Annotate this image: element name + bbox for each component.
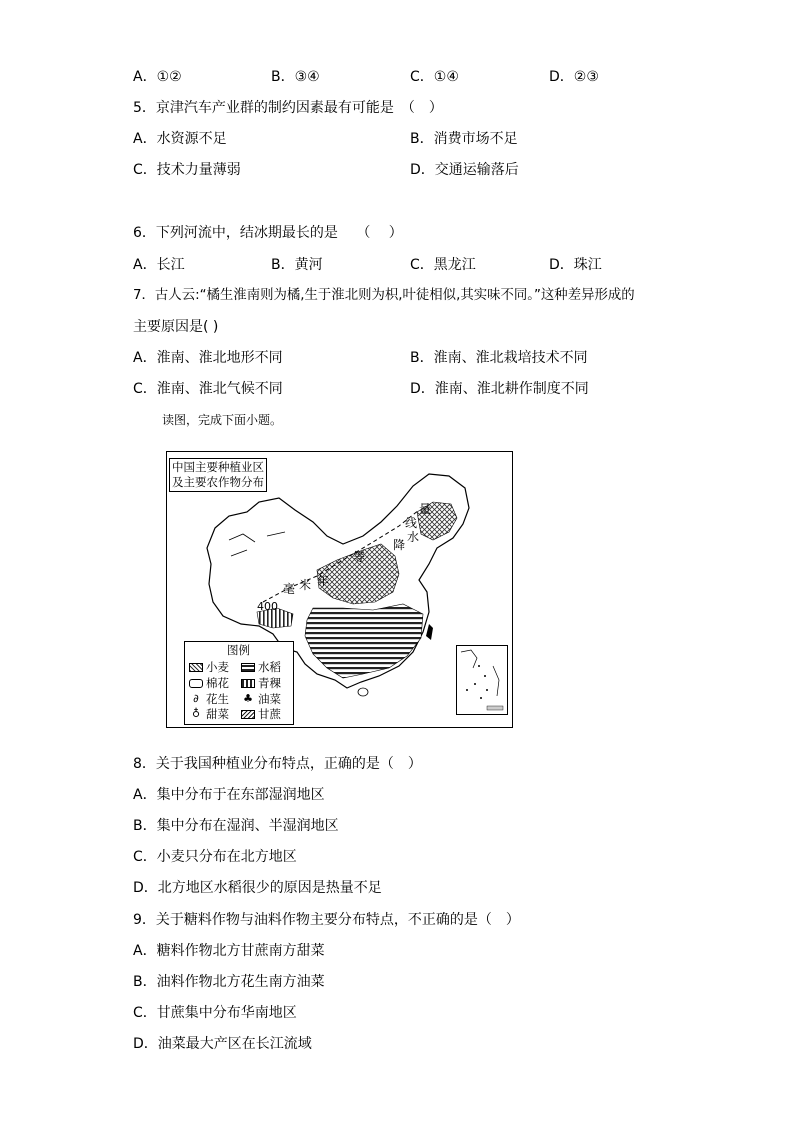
q8-option-a: A．集中分布于在东部湿润地区	[133, 787, 325, 803]
q9-option-b: B．油料作物北方花生南方油菜	[133, 974, 325, 990]
q5-stem: 5．京津汽车产业群的制约因素最有可能是 （ ）	[133, 100, 443, 116]
q5-option-a: A．水资源不足	[133, 131, 227, 147]
legend-item-cotton	[189, 676, 229, 690]
wheat-icon	[189, 663, 203, 672]
q8-option-c: C．小麦只分布在北方地区	[133, 849, 297, 865]
q9-option-a: A．糖料作物北方甘蔗南方甜菜	[133, 943, 325, 959]
q9-stem: 9．关于糖料作物与油料作物主要分布特点，不正确的是（ ）	[133, 912, 520, 928]
q6-stem: 6．下列河流中，结冰期最长的是 （ ）	[133, 225, 403, 241]
isohyet-char: 水	[407, 530, 420, 544]
isohyet-char: 降	[393, 538, 406, 552]
map-title-line1: 中国主要种植业区	[172, 460, 264, 474]
rice-icon	[241, 663, 255, 672]
reading-instruction: 读图，完成下面小题。	[162, 413, 283, 427]
legend-label: 棉花	[206, 676, 229, 690]
hainan-island	[358, 688, 368, 696]
q8-option-d: D．北方地区水稻很少的原因是热量不足	[133, 880, 382, 896]
legend-item-wheat	[189, 660, 229, 674]
q4-option-c: C．①④	[410, 69, 459, 85]
q7-option-a: A．淮南、淮北地形不同	[133, 350, 283, 366]
q6-option-c: C．黑龙江	[410, 257, 476, 273]
legend-item-peanut	[189, 692, 229, 706]
legend-item-beet	[189, 707, 229, 721]
q4-option-b: B．③④	[271, 69, 320, 85]
q4-option-a: A．①②	[133, 69, 182, 85]
legend-label: 甜菜	[206, 707, 229, 721]
taiwan-island	[426, 624, 433, 640]
q6-option-b: B．黄河	[271, 257, 323, 273]
legend-item-rice	[241, 660, 281, 674]
inset-drawing	[457, 646, 507, 714]
q5-option-c: C．技术力量薄弱	[133, 162, 241, 178]
q6-option-a: A．长江	[133, 257, 185, 273]
cotton-icon	[189, 679, 203, 688]
q8-option-b: B．集中分布在湿润、半湿润地区	[133, 818, 339, 834]
legend-label: 小麦	[206, 660, 229, 674]
sugarcane-icon	[241, 710, 255, 719]
beet-icon: ♁	[191, 707, 201, 720]
rapeseed-icon: ♣	[243, 692, 253, 705]
legend-item-rapeseed	[241, 692, 281, 706]
isohyet-value: 400	[257, 600, 278, 613]
q7-stem-line2: 主要原因是( )	[133, 319, 219, 335]
q7-option-b: B．淮南、淮北栽培技术不同	[410, 350, 588, 366]
q9-option-d: D．油菜最大产区在长江流域	[133, 1036, 312, 1052]
q5-option-b: B．消费市场不足	[410, 131, 518, 147]
q5-option-d: D．交通运输落后	[410, 162, 519, 178]
q7-option-c: C．淮南、淮北气候不同	[133, 381, 283, 397]
map-title-line2: 及主要农作物分布	[172, 475, 264, 489]
legend-item-sugarcane	[241, 707, 281, 721]
legend-label: 青稞	[258, 676, 281, 690]
q4-option-d: D．②③	[549, 69, 599, 85]
south-china-sea-inset	[456, 645, 508, 715]
q9-option-c: C．甘蔗集中分布华南地区	[133, 1005, 297, 1021]
isohyet-char: 量	[419, 502, 432, 516]
map-legend	[184, 641, 294, 725]
q7-stem-line1: 7．古人云:“橘生淮南则为橘,生于淮北则为枳,叶徒相似,其实味不同。”这种差异形成的	[133, 288, 635, 303]
q8-stem: 8．关于我国种植业分布特点，正确的是（ ）	[133, 756, 422, 772]
q7-option-d: D．淮南、淮北耕作制度不同	[410, 381, 589, 397]
legend-label: 油菜	[258, 692, 281, 706]
barley-icon	[241, 679, 255, 688]
legend-label: 花生	[206, 692, 229, 706]
legend-title: 图例	[227, 643, 250, 657]
isohyet-char: 毫	[283, 582, 296, 596]
isohyet-char: 线	[405, 516, 418, 530]
crop-distribution-map	[166, 451, 513, 728]
q6-option-d: D．珠江	[549, 257, 602, 273]
legend-label: 水稻	[258, 660, 281, 674]
map-title	[169, 458, 267, 492]
isohyet-char: 年	[317, 574, 330, 588]
peanut-icon: ∂	[193, 692, 199, 705]
legend-item-barley	[241, 676, 281, 690]
isohyet-char: 等	[353, 550, 366, 564]
legend-label: 甘蔗	[258, 707, 281, 721]
isohyet-char: 米	[299, 578, 312, 592]
